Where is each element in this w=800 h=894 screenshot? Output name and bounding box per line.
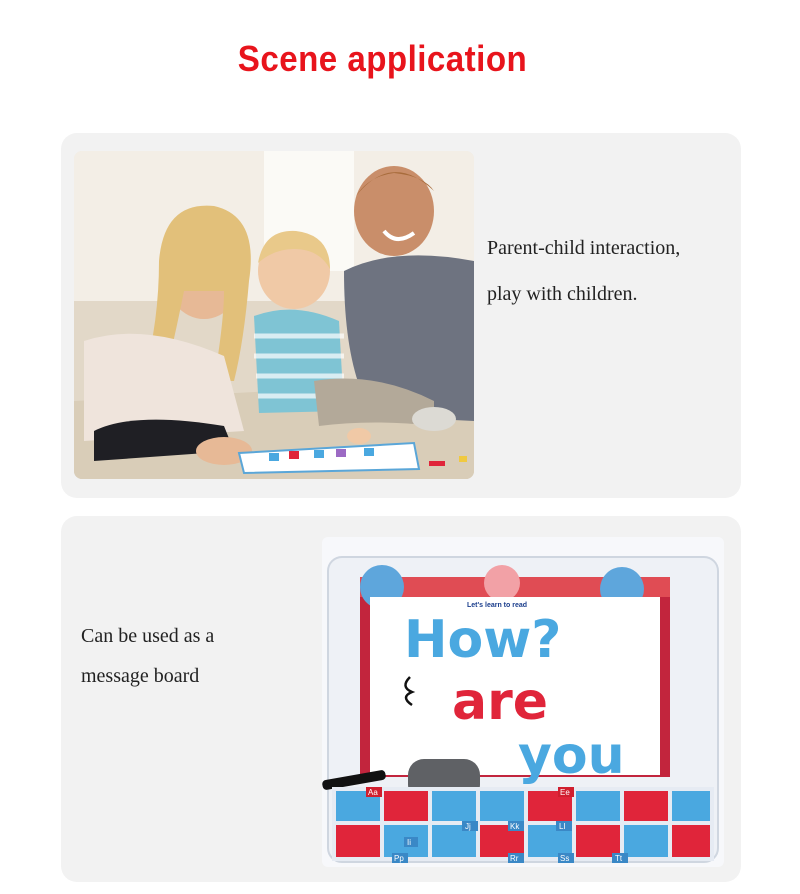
tray-label: Pp (394, 854, 404, 863)
page-title: Scene application (237, 38, 528, 79)
scene-card-family (61, 133, 741, 498)
message-board-caption (81, 616, 281, 696)
caption-line: message board (81, 665, 200, 687)
family-caption (487, 225, 737, 317)
board-illustration (322, 537, 724, 867)
family-photo-illustration (74, 151, 474, 479)
caption-line: Can be used as a (81, 625, 215, 647)
tray-label: Rr (510, 854, 519, 863)
tray-label: Ll (559, 822, 566, 831)
tray-label: Kk (510, 822, 520, 831)
tray-label: Ii (407, 838, 411, 847)
board-word: How? (404, 610, 562, 670)
scene-card-message-board (61, 516, 741, 882)
magnetic-board-photo (322, 537, 724, 867)
family-playing-photo (74, 151, 474, 479)
tray-label: Jj (465, 822, 471, 831)
tray-label: Aa (368, 788, 378, 797)
tray-label: Tt (615, 854, 623, 863)
tray-label: Ss (560, 854, 570, 863)
caption-line: play with children. (487, 283, 638, 305)
board-word: you (518, 726, 625, 786)
tray-label: Ee (560, 788, 570, 797)
svg-text:Let's learn to read: Let's learn to read (467, 602, 528, 609)
caption-line: Parent-child interaction, (487, 237, 681, 259)
board-word: are (452, 672, 549, 732)
